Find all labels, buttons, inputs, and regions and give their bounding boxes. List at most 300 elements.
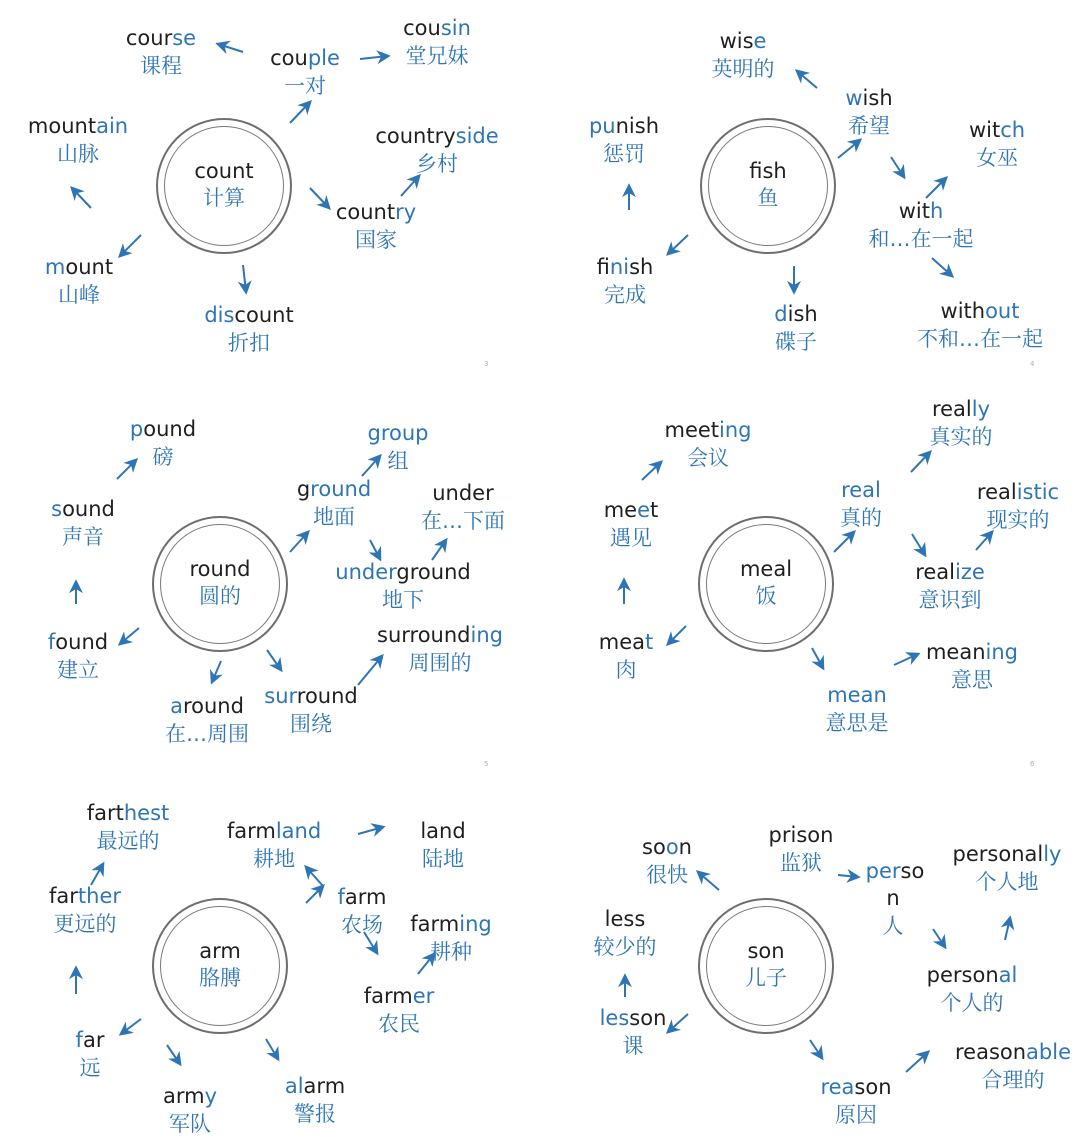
word-family-panel [0,0,540,382]
highlighted-segment: hest [123,801,170,825]
derived-word [869,197,974,253]
word-chinese: 耕种 [430,940,472,964]
arrow [358,827,383,834]
word-segment: cou [270,46,308,70]
arrow [838,875,858,877]
highlighted-segment: sin [440,16,471,40]
word-segment: ound [62,497,115,521]
word-english [969,116,1025,144]
word-segment: ground [396,560,471,584]
derived-word [227,817,321,873]
derived-word [845,84,892,140]
word-segment: real [931,397,972,421]
word-english [48,628,108,656]
word-english [597,253,654,281]
highlighted-segment: ing [985,640,1019,664]
highlighted-segment: d [774,302,788,326]
root-word-text [154,556,286,610]
word-chinese: 完成 [604,283,646,307]
word-english [285,1072,345,1100]
word-family-panel [540,764,1080,1146]
arrow [306,886,323,903]
word-chinese: 个人地 [975,870,1039,894]
arrow [812,648,823,668]
derived-word [297,475,371,531]
word-english [930,395,993,423]
derived-word [28,112,128,168]
word-english [955,1038,1071,1066]
highlighted-segment: ing [719,418,752,442]
word-english [377,621,503,649]
highlighted-segment: s [51,497,63,521]
arrow [797,71,817,88]
derived-word [969,116,1025,172]
highlighted-segment: ly [971,397,991,421]
root-word-english: son [747,939,785,963]
arrow [1005,918,1010,940]
highlighted-segment: al [284,1074,304,1098]
highlighted-segment: t [645,630,654,654]
word-chinese: 军队 [169,1112,211,1136]
word-segment: personal [952,842,1044,866]
word-english [270,44,340,72]
word-english [51,495,115,523]
word-english [869,197,974,225]
word-english [866,857,925,885]
arrow [932,258,952,276]
word-family-panel [0,764,540,1146]
highlighted-segment: mean [827,683,887,707]
word-english [45,253,113,281]
derived-word [270,44,340,100]
highlighted-segment: f [47,630,56,654]
word-family-panel [540,0,1080,382]
word-chinese: 意识到 [918,588,982,612]
root-word-circle [152,516,288,652]
highlighted-segment: ther [77,884,122,908]
word-chinese: 和…在一起 [868,227,974,251]
word-english [338,883,387,911]
derived-word [45,253,113,309]
word-segment: ar [82,1028,105,1052]
word-segment: less [604,907,646,931]
arrow [120,628,139,644]
word-english [264,682,358,710]
word-segment: son [854,1075,892,1099]
root-word-text [700,556,832,610]
derived-word [826,681,889,737]
highlighted-segment: out [985,299,1020,323]
root-word-text [700,938,832,992]
highlighted-segment: real [841,478,881,502]
word-segment: round [296,684,358,708]
word-chinese: 农民 [377,1012,420,1036]
derived-word [130,415,196,471]
word-segment: n [886,886,900,910]
word-chinese: 农场 [341,913,383,937]
derived-word [840,476,882,532]
word-english [410,910,491,938]
word-english [163,1082,217,1110]
highlighted-segment: under [335,560,397,584]
word-chinese: 山脉 [57,142,99,166]
derived-word [926,638,1018,694]
word-english [403,14,471,42]
arrow [891,157,904,177]
word-segment: son [629,1006,667,1030]
derived-word [600,1004,667,1060]
derived-word [264,682,358,738]
word-english [589,112,659,140]
highlighted-segment: pu [588,114,616,138]
highlighted-segment: er [412,984,435,1008]
root-word-chinese: 鱼 [757,186,779,210]
arrow [72,188,91,208]
arrow [290,532,308,552]
derived-word [126,24,196,80]
arrow [838,140,860,158]
word-segment: cour [125,26,173,50]
derived-word [917,297,1043,353]
arrow [810,1040,822,1058]
derived-word [403,14,471,70]
word-chinese: 折扣 [227,331,270,355]
word-chinese: 个人的 [940,991,1004,1015]
word-segment: fi [596,255,610,279]
root-word-circle [156,118,292,254]
word-segment: ount [65,255,114,279]
root-word-english: arm [199,939,241,963]
arrow [668,626,686,644]
derived-word [866,857,925,885]
word-english [883,884,904,912]
highlighted-segment: ing [470,623,503,647]
highlighted-segment: rea [820,1075,855,1099]
root-word-english: round [189,557,251,581]
derived-word [594,905,657,961]
word-english [227,817,321,845]
word-segment: mount [27,114,97,138]
derived-word [927,961,1018,1017]
word-segment: arm [162,1084,205,1108]
highlighted-segment: land [275,819,322,843]
word-chinese: 远 [79,1056,101,1080]
derived-word [930,395,993,451]
word-segment: reason [954,1040,1027,1064]
word-chinese: 较少的 [593,935,657,959]
highlighted-segment: ize [955,560,985,584]
derived-word [774,300,817,356]
word-segment: wit [968,118,1001,142]
highlighted-segment: o [665,835,679,859]
word-segment: so [642,835,666,859]
derived-word [604,496,659,552]
arrow [266,1039,278,1059]
word-segment: real [915,560,956,584]
word-english [126,24,196,52]
derived-word [883,884,904,940]
derived-word [375,122,498,178]
word-english [927,961,1018,989]
word-english [87,799,170,827]
word-chinese: 女巫 [975,146,1018,170]
word-english [926,638,1018,666]
word-chinese: 磅 [152,445,174,469]
derived-word [820,1073,891,1129]
word-chinese: 课程 [140,54,182,78]
word-segment: farm [226,819,276,843]
word-chinese: 监狱 [780,851,822,875]
derived-word [204,301,293,357]
derived-word [642,833,692,889]
word-segment: nish [615,114,660,138]
word-english [165,692,249,720]
word-english [421,479,505,507]
word-chinese: 周围的 [408,651,472,675]
arrow [912,534,925,555]
highlighted-segment: ch [1000,118,1026,142]
word-segment: count [234,303,294,327]
word-chinese: 地下 [381,588,424,612]
word-english [599,628,653,656]
word-chinese: 建立 [57,658,99,682]
word-segment: farm [363,984,413,1008]
arrow [926,178,946,198]
root-word-english: count [194,159,254,183]
derived-word [165,692,249,748]
word-english [368,419,429,447]
word-family-panel [0,382,540,768]
page-number: 5 [484,760,489,768]
derived-word [338,883,387,939]
arrow [120,235,141,256]
word-chinese: 意思 [950,668,993,692]
derived-word [368,419,429,475]
word-english [826,681,889,709]
word-chinese: 英明的 [711,57,775,81]
derived-word [76,1026,105,1082]
word-segment: arm [344,885,387,909]
word-segment: with [940,299,986,323]
root-word-circle [698,516,834,652]
highlighted-segment: able [1026,1040,1072,1064]
highlighted-segment: h [929,199,944,223]
highlighted-segment: y [204,1084,218,1108]
word-chinese: 人 [882,914,904,938]
highlighted-segment: e [637,498,651,522]
arrow [894,654,918,665]
arrow [432,540,446,560]
highlighted-segment: ain [96,114,129,138]
word-english [604,496,659,524]
root-word-circle [152,898,288,1034]
derived-word [597,253,654,309]
word-english [915,558,985,586]
arrow [668,1014,688,1032]
word-chinese: 课 [622,1034,644,1058]
highlighted-segment: group [367,421,429,445]
arrow [290,102,310,123]
highlighted-segment: les [599,1006,630,1030]
derived-word [915,558,985,614]
root-word-text [702,158,834,212]
word-english [769,821,834,849]
arrow [911,452,930,472]
word-english [820,1073,891,1101]
word-segment: country [375,124,456,148]
word-english [76,1026,105,1054]
arrow [121,1019,141,1034]
highlighted-segment: ing [459,912,492,936]
highlighted-segment: se [172,26,197,50]
word-english [840,476,882,504]
arrow [906,1052,928,1072]
word-segment: round [182,694,244,718]
word-segment: n [678,835,692,859]
highlighted-segment: ni [609,255,630,279]
word-chinese: 围绕 [290,712,332,736]
word-english [335,558,470,586]
word-segment: farm [410,912,460,936]
word-english [600,1004,667,1032]
word-chinese: 肉 [615,658,637,682]
word-english [364,982,435,1010]
arrow [267,650,281,670]
derived-word [421,479,505,535]
derived-word [51,495,115,551]
derived-word [664,416,751,472]
root-word-chinese: 胳膊 [199,966,241,990]
word-chinese: 组 [387,449,409,473]
word-chinese: 山峰 [57,283,100,307]
word-chinese: 真的 [840,506,882,530]
highlighted-segment: per [865,859,901,883]
root-word-english: fish [749,159,787,183]
word-english [204,301,293,329]
word-chinese: 一对 [284,74,326,98]
highlighted-segment: e [753,29,767,53]
word-segment: land [420,819,466,843]
derived-word [599,628,653,684]
word-chinese: 警报 [293,1102,336,1126]
derived-word [769,821,834,877]
highlighted-segment: m [44,255,66,279]
root-word-text [154,938,286,992]
word-chinese: 陆地 [422,847,464,871]
page-number: 6 [1030,760,1035,768]
word-english [420,817,465,845]
word-segment: real [976,480,1017,504]
word-chinese: 最远的 [96,829,160,853]
word-english [594,905,657,933]
derived-word [48,628,108,684]
word-segment: under [432,481,494,505]
arrow [642,462,661,480]
derived-word [589,112,659,168]
word-chinese: 声音 [61,525,104,549]
word-english [712,27,775,55]
derived-word [977,478,1059,534]
word-english [297,475,371,503]
arrow [370,540,380,559]
word-english [336,198,416,226]
arrow [212,661,221,682]
word-chinese: 意思是 [825,711,889,735]
root-word-chinese: 儿子 [745,966,787,990]
arrow [668,235,688,254]
highlighted-segment: p [129,417,144,441]
word-english [130,415,196,443]
derived-word [49,882,121,938]
derived-word [420,817,465,873]
word-segment: prison [768,823,834,847]
word-chinese: 在…周围 [165,722,249,746]
highlighted-segment: round [310,477,372,501]
highlighted-segment: dis [204,303,235,327]
word-segment: ound [55,630,109,654]
word-segment: ish [787,302,818,326]
word-english [917,297,1043,325]
word-segment: person [926,963,999,987]
word-chinese: 耕地 [252,847,295,871]
word-segment: arm [303,1074,346,1098]
word-english [642,833,692,861]
word-chinese: 现实的 [986,508,1050,532]
derived-word [336,198,416,254]
page-number: 4 [1030,360,1035,368]
word-chinese: 国家 [355,228,397,252]
word-segment: sh [629,255,654,279]
arrow [401,176,419,196]
word-english [49,882,121,910]
arrow [310,188,329,208]
arrow [933,929,945,947]
derived-word [364,982,435,1038]
word-segment: mean [925,640,986,664]
word-chinese: 不和…在一起 [917,327,1043,351]
highlighted-segment: f [75,1028,83,1052]
word-segment: far [48,884,78,908]
word-english [375,122,498,150]
word-segment: meet [664,418,720,442]
word-chinese: 在…下面 [421,509,505,533]
word-english [977,478,1059,506]
word-chinese: 原因 [834,1103,877,1127]
word-chinese: 乡村 [416,152,458,176]
word-chinese: 很快 [646,863,688,887]
highlighted-segment: sur [264,684,297,708]
highlighted-segment: side [455,124,499,148]
root-word-english: meal [739,557,793,581]
word-chinese: 碟子 [775,330,817,354]
derived-word [712,27,775,83]
word-segment: wis [719,29,754,53]
highlighted-segment: istic [1016,480,1060,504]
word-english [774,300,817,328]
highlighted-segment: ple [307,46,340,70]
word-chinese: 惩罚 [602,142,645,166]
root-word-text [158,158,290,212]
word-chinese: 更远的 [53,912,117,936]
word-segment: count [335,200,396,224]
word-segment: g [296,477,311,501]
derived-word [955,1038,1071,1094]
word-segment: fart [86,801,124,825]
arrow [834,532,854,552]
arrow [167,1045,180,1064]
derived-word [377,621,503,677]
word-segment: ound [143,417,197,441]
